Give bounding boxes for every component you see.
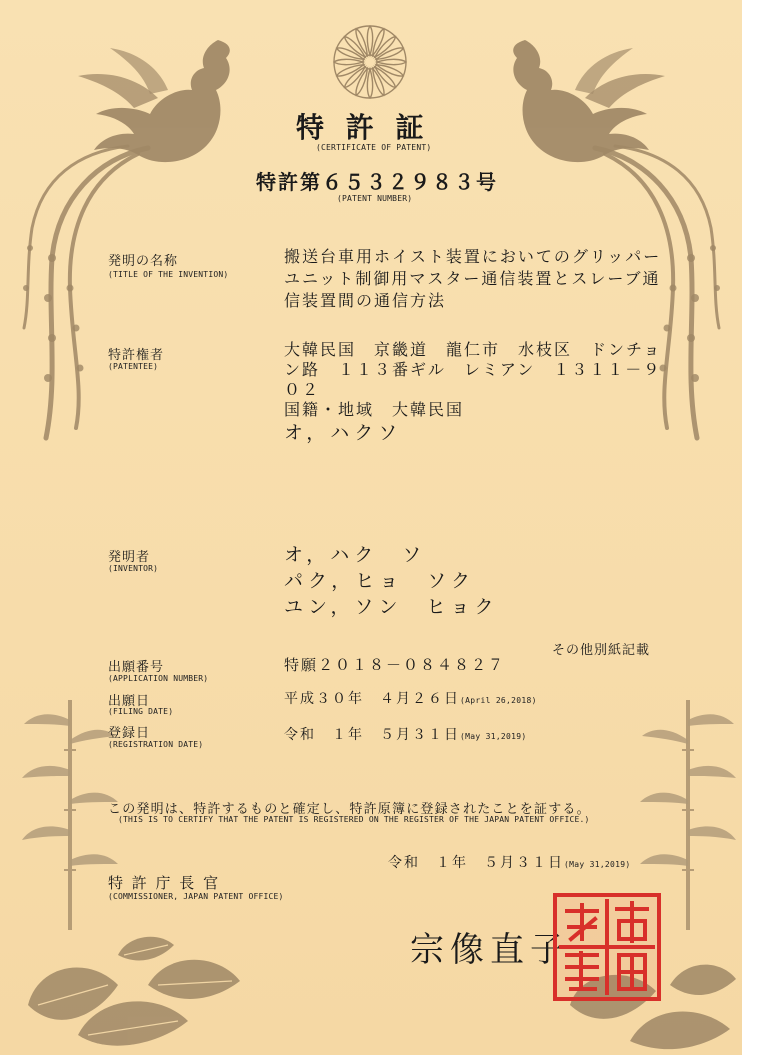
seal-icon <box>557 897 657 997</box>
invention-title-line: ユニット制御用マスター通信装置とスレーブ通 <box>284 269 661 288</box>
patent-number-en: (PATENT NUMBER) <box>337 194 413 203</box>
phoenix-left-icon <box>18 28 263 448</box>
invention-title-line: 搬送台車用ホイスト装置においてのグリッパー <box>284 247 662 266</box>
patentee-address-line: 大韓民国 京畿道 龍仁市 水枝区 ドンチョ <box>284 340 662 359</box>
patentee-name: オ，ハクソ <box>284 422 403 444</box>
registration-label: 登録日 <box>108 726 151 741</box>
certification-date-en: (May 31,2019) <box>564 860 631 869</box>
inventor-name: オ，ハク ソ <box>284 544 427 566</box>
paulownia-leaves-left-icon <box>18 925 248 1055</box>
certification-statement: この発明は、特許するものと確定し、特許原簿に登録されたことを証する。 <box>108 802 591 817</box>
filing-date <box>284 688 537 708</box>
invention-label: 発明の名称 <box>108 254 179 269</box>
inventor-label: 発明者 <box>108 550 151 565</box>
certification-date <box>388 852 631 872</box>
registration-label-en: (REGISTRATION DATE) <box>108 740 204 749</box>
official-seal <box>553 893 661 1001</box>
chrysanthemum-crest-icon <box>330 22 410 102</box>
inventor-list <box>284 542 498 620</box>
filing-label: 出願日 <box>108 694 151 709</box>
patentee-address <box>284 340 662 420</box>
invention-title <box>284 246 661 312</box>
patentee-label: 特許権者 <box>108 348 165 363</box>
inventor-name: パク，ヒョ ソク <box>284 570 476 592</box>
patentee-nationality: 国籍・地域 大韓民国 <box>284 400 465 419</box>
registration-date-jp: 令和 １年 ５月３１日 <box>284 727 460 743</box>
certification-statement-en: (THIS IS TO CERTIFY THAT THE PATENT IS REGISTERED ON THE REGISTER OF THE JAPAN PATENT OFFICE.) <box>118 815 590 824</box>
filing-date-jp: 平成３０年 ４月２６日 <box>284 691 460 707</box>
certificate-title-en: (CERTIFICATE OF PATENT) <box>316 143 432 152</box>
patentee-label-en: (PATENTEE) <box>108 362 159 371</box>
patentee-address-line: ０２ <box>284 380 321 399</box>
patentee-address-line: ン路 １１３番ギル レミアン １３１１－９ <box>284 360 662 379</box>
registration-date-en: (May 31,2019) <box>460 732 527 741</box>
inventor-label-en: (INVENTOR) <box>108 564 159 573</box>
inventor-name: ユン，ソン ヒョク <box>284 596 499 618</box>
commissioner-name: 宗像直子 <box>410 930 570 970</box>
commissioner-title-en: (COMMISSIONER, JAPAN PATENT OFFICE) <box>108 892 284 901</box>
certificate-title: 特 許 証 <box>296 111 430 144</box>
filing-date-en: (April 26,2018) <box>460 696 537 705</box>
application-number: 特願２０１８－０８４８２７ <box>284 656 506 674</box>
filing-label-en: (FILING DATE) <box>108 707 174 716</box>
commissioner-title: 特 許 庁 長 官 <box>108 874 221 892</box>
patent-number: 特許第６５３２９８３号 <box>256 170 498 194</box>
bamboo-left-icon <box>20 690 120 930</box>
certification-date-jp: 令和 １年 ５月３１日 <box>388 855 564 871</box>
registration-date <box>284 724 527 744</box>
invention-title-line: 信装置間の通信方法 <box>284 291 447 310</box>
application-label-en: (APPLICATION NUMBER) <box>108 674 209 683</box>
others-note: その他別紙記載 <box>552 643 651 658</box>
application-label: 出願番号 <box>108 660 165 675</box>
invention-label-en: (TITLE OF THE INVENTION) <box>108 270 229 279</box>
